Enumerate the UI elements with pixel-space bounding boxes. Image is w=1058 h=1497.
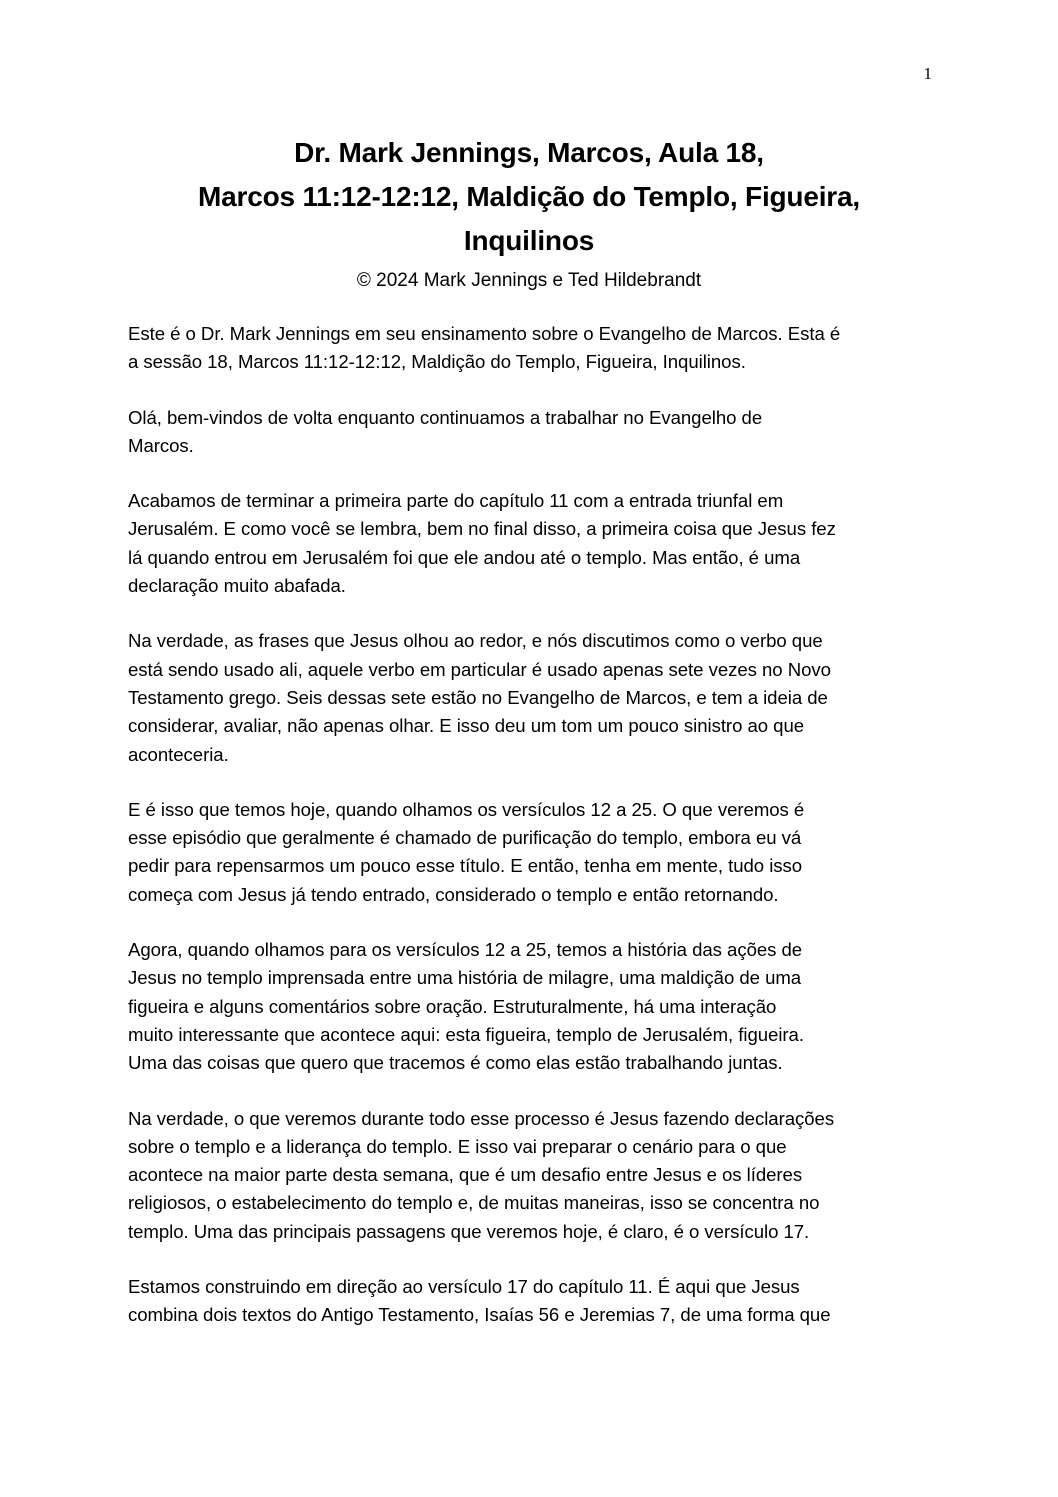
- text-line: declaração muito abafada.: [128, 575, 346, 597]
- text-line: Marcos.: [128, 434, 194, 456]
- text-line: figueira e alguns comentários sobre oração. Estruturalmente, há uma interação: [128, 995, 777, 1017]
- text-line: E é isso que temos hoje, quando olhamos os versículos 12 a 25. O que veremos é: [128, 798, 805, 820]
- text-line: lá quando entrou em Jerusalém foi que ele andou até o templo. Mas então, é uma: [128, 546, 801, 568]
- title-line-3: Inquilinos: [463, 225, 595, 256]
- text-line: Na verdade, as frases que Jesus olhou ao redor, e nós discutimos como o verbo que: [128, 630, 823, 652]
- text-line: Agora, quando olhamos para os versículos 12 a 25, temos a história das ações de: [128, 939, 803, 961]
- text-line: Este é o Dr. Mark Jennings em seu ensinamento sobre o Evangelho de Marcos. Esta é: [128, 323, 841, 344]
- text-line: Na verdade, o que veremos durante todo esse processo é Jesus fazendo declarações: [128, 1107, 835, 1129]
- paragraph-verse-17: [128, 1273, 928, 1330]
- text-line: considerar, avaliar, não apenas olhar. E isso deu um tom um pouco sinistro ao que: [128, 715, 805, 737]
- text-line: está sendo usado ali, aquele verbo em particular é usado apenas sete vezes no Novo: [128, 658, 831, 680]
- text-line: muito interessante que acontece aqui: esta figueira, templo de Jerusalém, figueira.: [128, 1023, 804, 1045]
- text-line: Estamos construindo em direção ao versículo 17 do capítulo 11. É aqui que Jesus: [128, 1276, 800, 1298]
- paragraph-structure: [128, 936, 928, 1077]
- paragraph-intro: [128, 320, 928, 377]
- body-text: [128, 320, 928, 1357]
- copyright-notice: © 2024 Mark Jennings e Ted Hildebrandt: [356, 270, 702, 291]
- text-line: templo. Uma das principais passagens que veremos hoje, é claro, é o versículo 17.: [128, 1220, 810, 1242]
- text-line: Acabamos de terminar a primeira parte do capítulo 11 com a entrada triunfal em: [128, 490, 784, 512]
- text-line: a sessão 18, Marcos 11:12-12:12, Maldição do Templo, Figueira, Inquilinos.: [128, 351, 746, 373]
- text-line: acontece na maior parte desta semana, que é um desafio entre Jesus e os líderes: [128, 1164, 803, 1186]
- paragraph-triumphal-entry: [128, 487, 928, 600]
- text-line: Olá, bem-vindos de volta enquanto continuamos a trabalhar no Evangelho de: [128, 406, 763, 428]
- text-line: combina dois textos do Antigo Testamento, Isaías 56 e Jeremias 7, de uma forma que: [128, 1304, 831, 1326]
- text-line: Testamento grego. Seis dessas sete estão no Evangelho de Marcos, e tem a ideia de: [128, 686, 828, 708]
- title-line-1: Dr. Mark Jennings, Marcos, Aula 18,: [294, 137, 764, 168]
- paragraph-verb-discussion: [128, 627, 928, 768]
- text-line: religiosos, o estabelecimento do templo e, de muitas maneiras, isso se concentra no: [128, 1192, 820, 1214]
- text-line: sobre o templo e a liderança do templo. E isso vai preparar o cenário para o que: [128, 1135, 787, 1157]
- paragraph-welcome: [128, 404, 928, 461]
- paragraph-temple-statements: [128, 1105, 928, 1246]
- text-line: aconteceria.: [128, 743, 229, 765]
- text-line: esse episódio que geralmente é chamado de purificação do templo, embora eu vá: [128, 827, 802, 849]
- text-line: pedir para repensarmos um pouco esse título. E então, tenha em mente, tudo isso: [128, 855, 803, 877]
- page-number: 1: [923, 64, 932, 83]
- paragraph-verses-12-25: [128, 796, 928, 909]
- title-line-2: Marcos 11:12-12:12, Maldição do Templo, Figueira,: [198, 181, 860, 212]
- title-block: [100, 131, 958, 295]
- text-line: Jesus no templo imprensada entre uma história de milagre, uma maldição de uma: [128, 967, 802, 989]
- text-line: Jerusalém. E como você se lembra, bem no final disso, a primeira coisa que Jesus fez: [128, 518, 836, 540]
- text-line: começa com Jesus já tendo entrado, considerado o templo e então retornando.: [128, 883, 779, 905]
- text-line: Uma das coisas que quero que tracemos é como elas estão trabalhando juntas.: [128, 1052, 783, 1074]
